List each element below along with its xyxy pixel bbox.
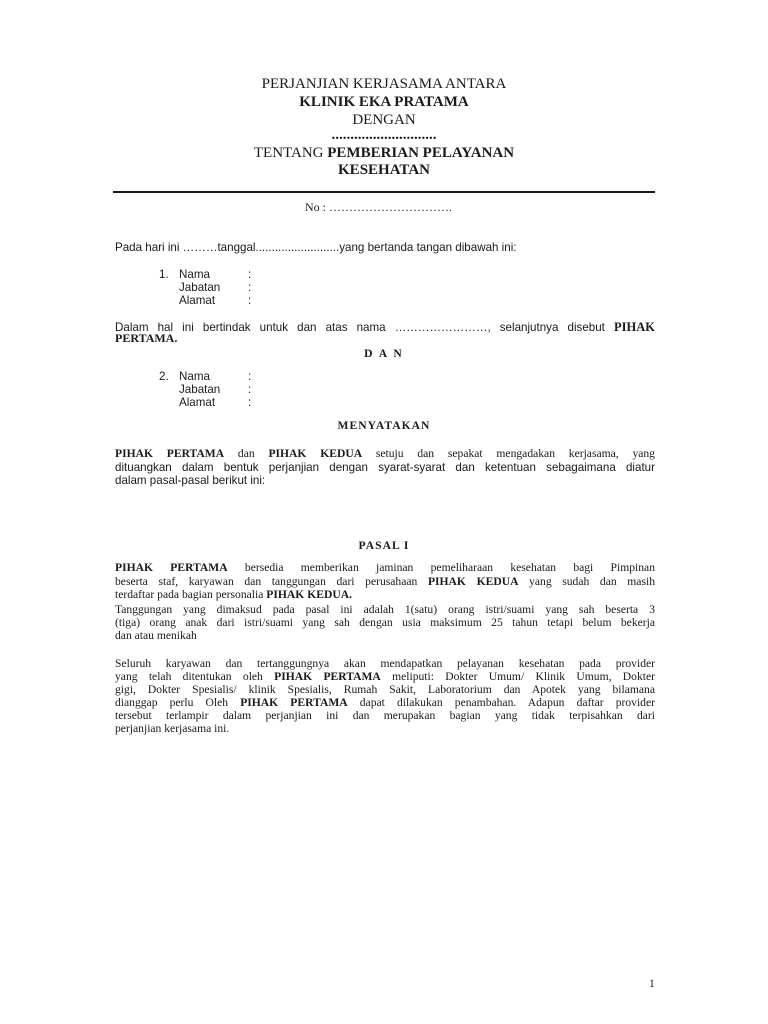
party-1-colon-nama: : <box>248 268 252 281</box>
title-line-5-prefix: TENTANG <box>253 145 328 161</box>
pasal-1-p3-line-6: perjanjian kerjasama ini. <box>115 722 230 735</box>
party-2-label-jabatan: Jabatan <box>179 383 221 396</box>
document-number: No : …………………………. <box>305 200 452 214</box>
pasal-1-p1-line-2 <box>115 575 655 588</box>
party-2-colon-alamat: : <box>248 396 252 409</box>
party-1-label-jabatan: Jabatan <box>179 281 221 294</box>
agreement-line-2: dituangkan dalam bentuk perjanjian dengan syarat-syarat dan ketentuan sebagaimana diatur <box>115 461 655 474</box>
pasal-1-p1-line-2-a: beserta staf, karyawan dan tanggungan dari perusahaan <box>115 575 428 588</box>
title-line-1: PERJANJIAN KERJASAMA ANTARA <box>261 76 507 92</box>
pasal-1-p1-pihak-kedua-2: PIHAK KEDUA. <box>266 588 352 601</box>
title-divider <box>113 191 655 193</box>
pasal-1-p2-line-2: (tiga) orang anak dari istri/suami yang sah dengan usia maksimum 25 tahun tetapi belum bekerja <box>115 616 655 629</box>
party-2-number: 2. <box>159 370 169 383</box>
party-2-label-alamat: Alamat <box>179 396 216 409</box>
pasal-1-p3-line-1: Seluruh karyawan dan tertanggungnya akan mendapatkan pelayanan kesehatan pada provider <box>115 657 655 670</box>
agreement-line-1-rest: setuju dan sepakat mengadakan kerjasama, yang <box>362 447 655 460</box>
pasal-1-heading: PASAL I <box>358 539 410 552</box>
pasal-1-p3-line-4 <box>115 696 655 709</box>
title-line-4: ............................ <box>331 127 437 143</box>
party-2-colon-nama: : <box>248 370 252 383</box>
pasal-1-p1-pihak-pertama: PIHAK PERTAMA <box>115 561 228 574</box>
pasal-1-p2-line-1: Tanggungan yang dimaksud pada pasal ini adalah 1(satu) orang istri/suami yang sah beserta 3 <box>115 603 655 616</box>
agreement-pihak-pertama: PIHAK PERTAMA <box>115 447 225 460</box>
party-1-label-alamat: Alamat <box>179 294 216 307</box>
dan-heading: D A N <box>364 347 404 360</box>
pasal-1-p2-line-3: dan atau menikah <box>115 629 197 642</box>
pasal-1-p1-line-3 <box>115 588 655 601</box>
title-line-2: KLINIK EKA PRATAMA <box>299 94 469 110</box>
agreement-line-3: dalam pasal-pasal berikut ini: <box>115 474 266 487</box>
pasal-1-p3-line-4-a: dianggap perlu Oleh <box>115 696 241 709</box>
pasal-1-p3-line-5: tersebut terlampir dalam perjanjian ini dan merupakan bagian yang tidak terpisahkan dari <box>115 709 655 722</box>
title-line-5 <box>0 144 768 162</box>
party-1-label-nama: Nama <box>179 268 210 281</box>
pasal-1-p3-pihak-pertama-2: PIHAK PERTAMA <box>240 696 348 709</box>
acting-bold-pihak: PIHAK <box>614 320 655 334</box>
party-2-label-nama: Nama <box>179 370 210 383</box>
menyatakan-heading: MENYATAKAN <box>337 419 431 432</box>
party-1-colon-alamat: : <box>248 294 252 307</box>
pasal-1-p1-line-1-rest: bersedia memberikan jaminan pemeliharaan kesehatan bagi Pimpinan <box>227 561 655 574</box>
party-1-colon-jabatan: : <box>248 281 252 294</box>
intro-text: Pada hari ini ………tanggal..........................yang bertanda tangan dibawah ini: <box>115 241 517 254</box>
acting-text: Dalam hal ini bertindak untuk dan atas nama ……………………, selanjutnya disebut <box>115 321 605 334</box>
agreement-pihak-kedua: PIHAK KEDUA <box>268 447 363 460</box>
agreement-line-1 <box>115 447 655 460</box>
title-line-5-bold: PEMBERIAN PELAYANAN <box>327 145 515 161</box>
pasal-1-p3-line-4-c: dapat dilakukan penambahan. Adapun daftar provider <box>347 696 655 709</box>
pasal-1-p1-line-2-c: yang sudah dan masih <box>518 575 655 588</box>
pasal-1-p3-line-2 <box>115 670 655 683</box>
agreement-dan: dan <box>224 447 269 460</box>
party-1-number: 1. <box>159 268 169 281</box>
pasal-1-p3-pihak-pertama: PIHAK PERTAMA <box>274 670 381 683</box>
acting-line-2: PERTAMA. <box>115 331 178 345</box>
pasal-1-p1-pihak-kedua: PIHAK KEDUA <box>427 575 519 588</box>
page-number: 1 <box>649 977 655 990</box>
title-line-6: KESEHATAN <box>338 162 430 178</box>
title-line-3: DENGAN <box>352 112 416 128</box>
pasal-1-p3-line-2-a: yang telah ditentukan oleh <box>115 670 275 683</box>
pasal-1-p3-line-3: gigi, Dokter Spesialis/ klinik Spesialis, Rumah Sakit, Laboratorium dan Apotek yang bilamana <box>115 683 655 696</box>
pasal-1-p1-line-1 <box>115 561 655 574</box>
pasal-1-p3-line-2-c: meliputi: Dokter Umum/ Klinik Umum, Dokter <box>380 670 655 683</box>
party-2-colon-jabatan: : <box>248 383 252 396</box>
pasal-1-p1-line-3-a: terdaftar pada bagian personalia <box>115 588 267 601</box>
